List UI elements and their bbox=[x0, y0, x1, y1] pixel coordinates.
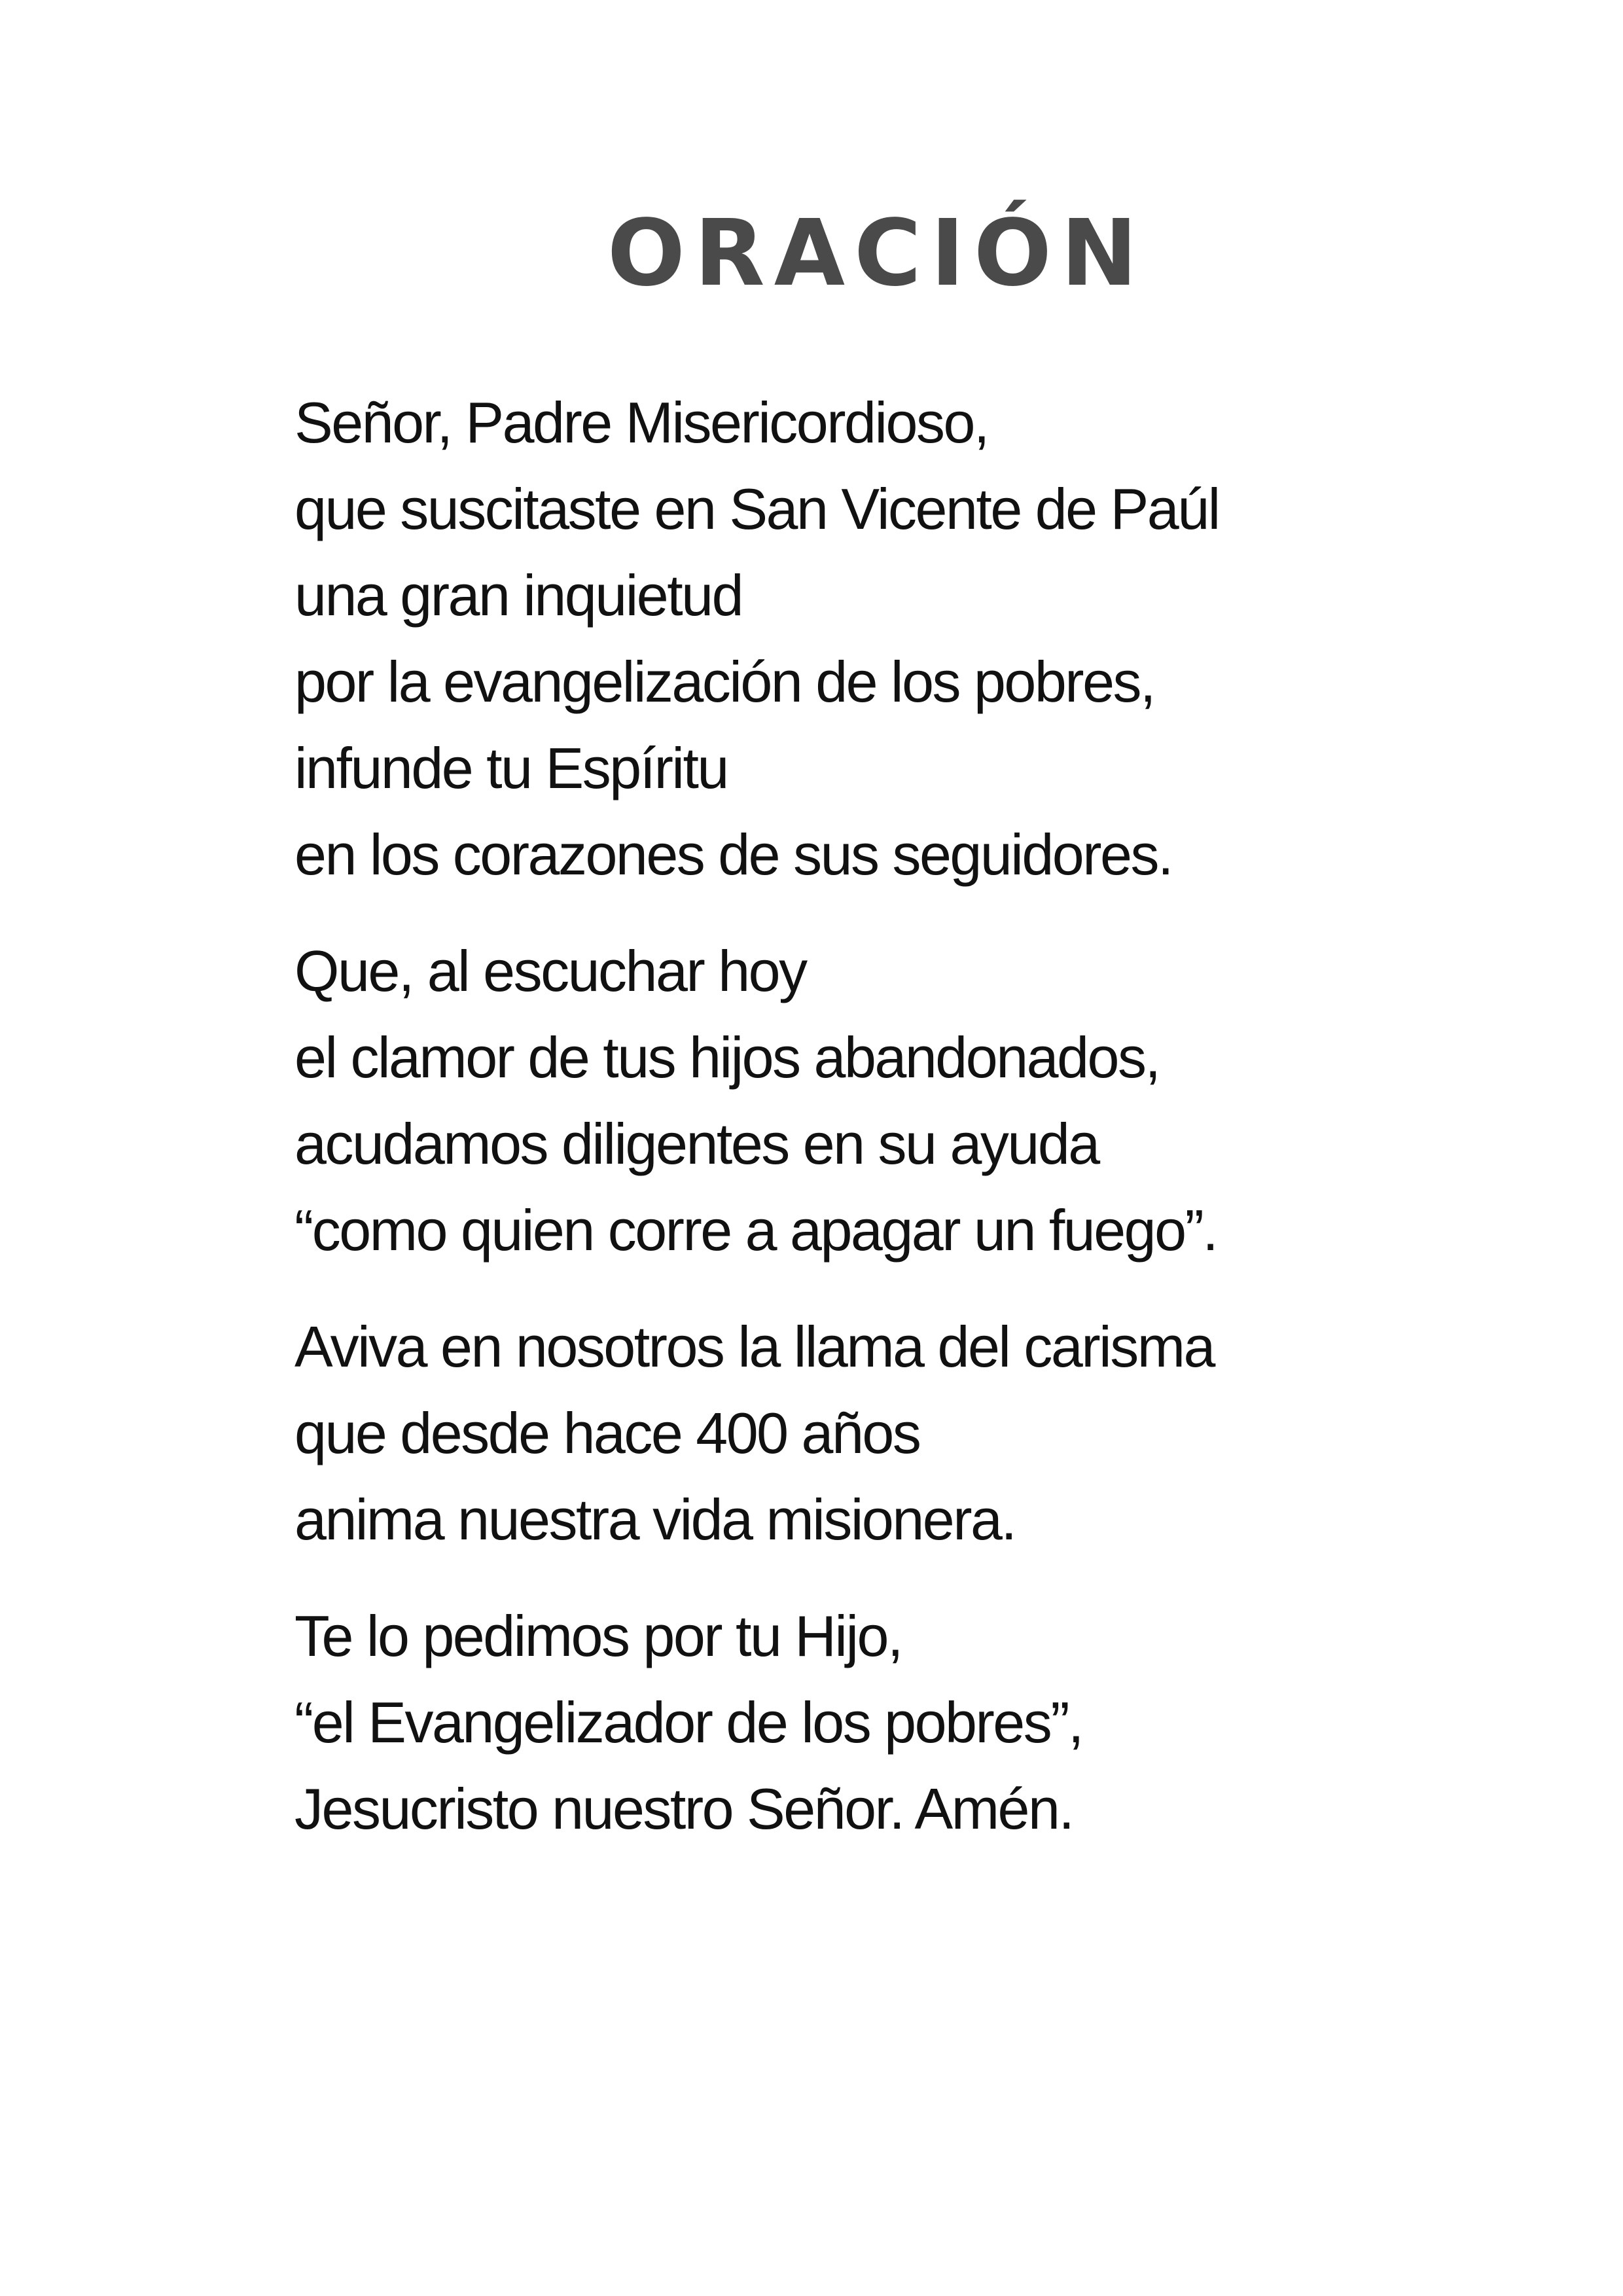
stanza-line: por la evangelización de los pobres, bbox=[294, 649, 1155, 714]
stanza-4 bbox=[294, 1593, 1590, 1852]
stanza-2 bbox=[294, 928, 1590, 1274]
stanza-line: Aviva en nosotros la llama del carisma bbox=[294, 1314, 1214, 1379]
stanza-line: que desde hace 400 años bbox=[294, 1401, 920, 1465]
stanza-line: una gran inquietud bbox=[294, 563, 743, 628]
stanza-line: anima nuestra vida misionera. bbox=[294, 1487, 1016, 1552]
stanza-3 bbox=[294, 1304, 1590, 1563]
stanza-line: Señor, Padre Misericordioso, bbox=[294, 390, 988, 455]
stanza-line: “como quien corre a apagar un fuego”. bbox=[294, 1198, 1217, 1263]
stanza-line: el clamor de tus hijos abandonados, bbox=[294, 1025, 1160, 1090]
stanza-line: Que, al escuchar hoy bbox=[294, 939, 806, 1003]
stanza-line: “el Evangelizador de los pobres”, bbox=[294, 1690, 1082, 1755]
stanza-line: que suscitaste en San Vicente de Paúl bbox=[294, 476, 1219, 541]
stanza-line: infunde tu Espíritu bbox=[294, 736, 728, 800]
stanza-1 bbox=[294, 380, 1590, 898]
page-title: ORACIÓN bbox=[607, 200, 1147, 307]
stanza-line: Te lo pedimos por tu Hijo, bbox=[294, 1604, 902, 1668]
stanza-line: acudamos diligentes en su ayuda bbox=[294, 1111, 1099, 1176]
stanza-line: Jesucristo nuestro Señor. Amén. bbox=[294, 1776, 1073, 1841]
stanza-line: en los corazones de sus seguidores. bbox=[294, 822, 1172, 887]
prayer-body bbox=[294, 380, 1590, 1882]
